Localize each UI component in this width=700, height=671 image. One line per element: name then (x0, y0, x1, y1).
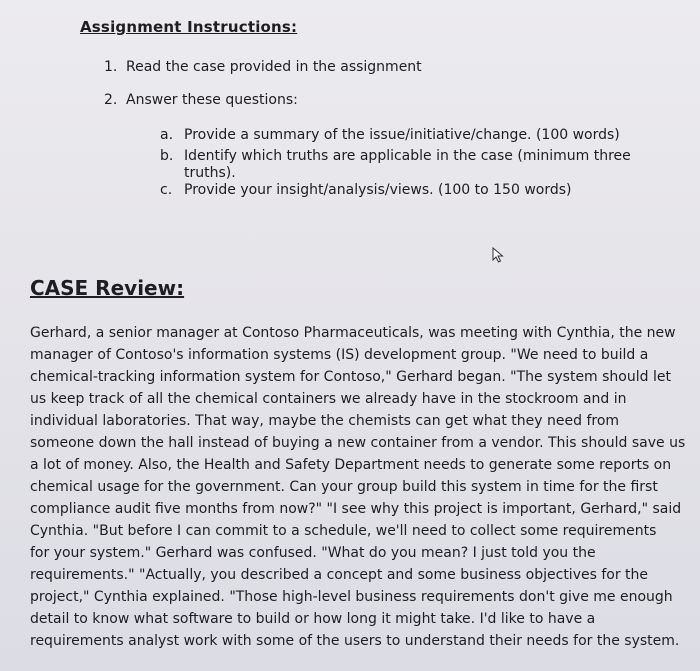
paragraph-line: Gerhard, a senior manager at Contoso Pharmaceuticals, was meeting with Cynthia, the new (30, 325, 676, 341)
step-number: 1. (104, 59, 118, 75)
paragraph-line: someone down the hall instead of buying a new container from a vendor. This should save us (30, 435, 686, 451)
paragraph-line: for your system." Gerhard was confused. "What do you mean? I just told you the (30, 545, 596, 561)
instruction-step-1 (104, 59, 422, 76)
question-a (160, 127, 620, 144)
step-text: Read the case provided in the assignment (126, 59, 422, 75)
paragraph-line: individual laboratories. That way, maybe the chemists can get what they need from (30, 413, 620, 429)
paragraph-line: project," Cynthia explained. "Those high-level business requirements don't give me enough (30, 589, 673, 605)
paragraph-line: compliance audit five months from now?" "I see why this project is important, Gerhard," said (30, 501, 682, 517)
question-letter: a. (160, 127, 174, 143)
paragraph-line: detail to know what software to build or how long it might take. I'd like to have a (30, 611, 596, 627)
paragraph-line: chemical usage for the government. Can your group build this system in time for the first (30, 479, 658, 495)
question-letter: b. (160, 148, 174, 164)
case-review-paragraph (30, 322, 690, 652)
question-text-continued: truths). (184, 165, 236, 181)
question-text: Provide your insight/analysis/views. (100 to 150 words) (184, 182, 572, 198)
case-review-heading: CASE Review: (30, 276, 185, 300)
paragraph-line: chemical-tracking information system for Contoso," Gerhard began. "The system should let (30, 369, 671, 385)
paragraph-line: a lot of money. Also, the Health and Safety Department needs to generate some reports on (30, 457, 672, 473)
mouse-pointer-icon (492, 247, 506, 263)
question-b (160, 148, 631, 182)
step-text: Answer these questions: (126, 92, 298, 108)
instruction-step-2 (104, 92, 298, 109)
paragraph-line: us keep track of all the chemical containers we already have in the stockroom and in (30, 391, 627, 407)
question-c (160, 182, 572, 199)
paragraph-line: requirements analyst work with some of the users to understand their needs for the system. (30, 633, 680, 649)
paragraph-line: Cynthia. "But before I can commit to a schedule, we'll need to collect some requirements (30, 523, 657, 539)
paragraph-line: manager of Contoso's information systems (IS) development group. "We need to build a (30, 347, 649, 363)
paragraph-line: requirements." "Actually, you described a concept and some business objectives for the (30, 567, 649, 583)
question-text: Provide a summary of the issue/initiative/change. (100 words) (184, 127, 620, 143)
step-number: 2. (104, 92, 118, 108)
question-text: Identify which truths are applicable in the case (minimum three (184, 148, 631, 164)
assignment-heading: Assignment Instructions: (80, 18, 298, 36)
question-letter: c. (160, 182, 173, 198)
